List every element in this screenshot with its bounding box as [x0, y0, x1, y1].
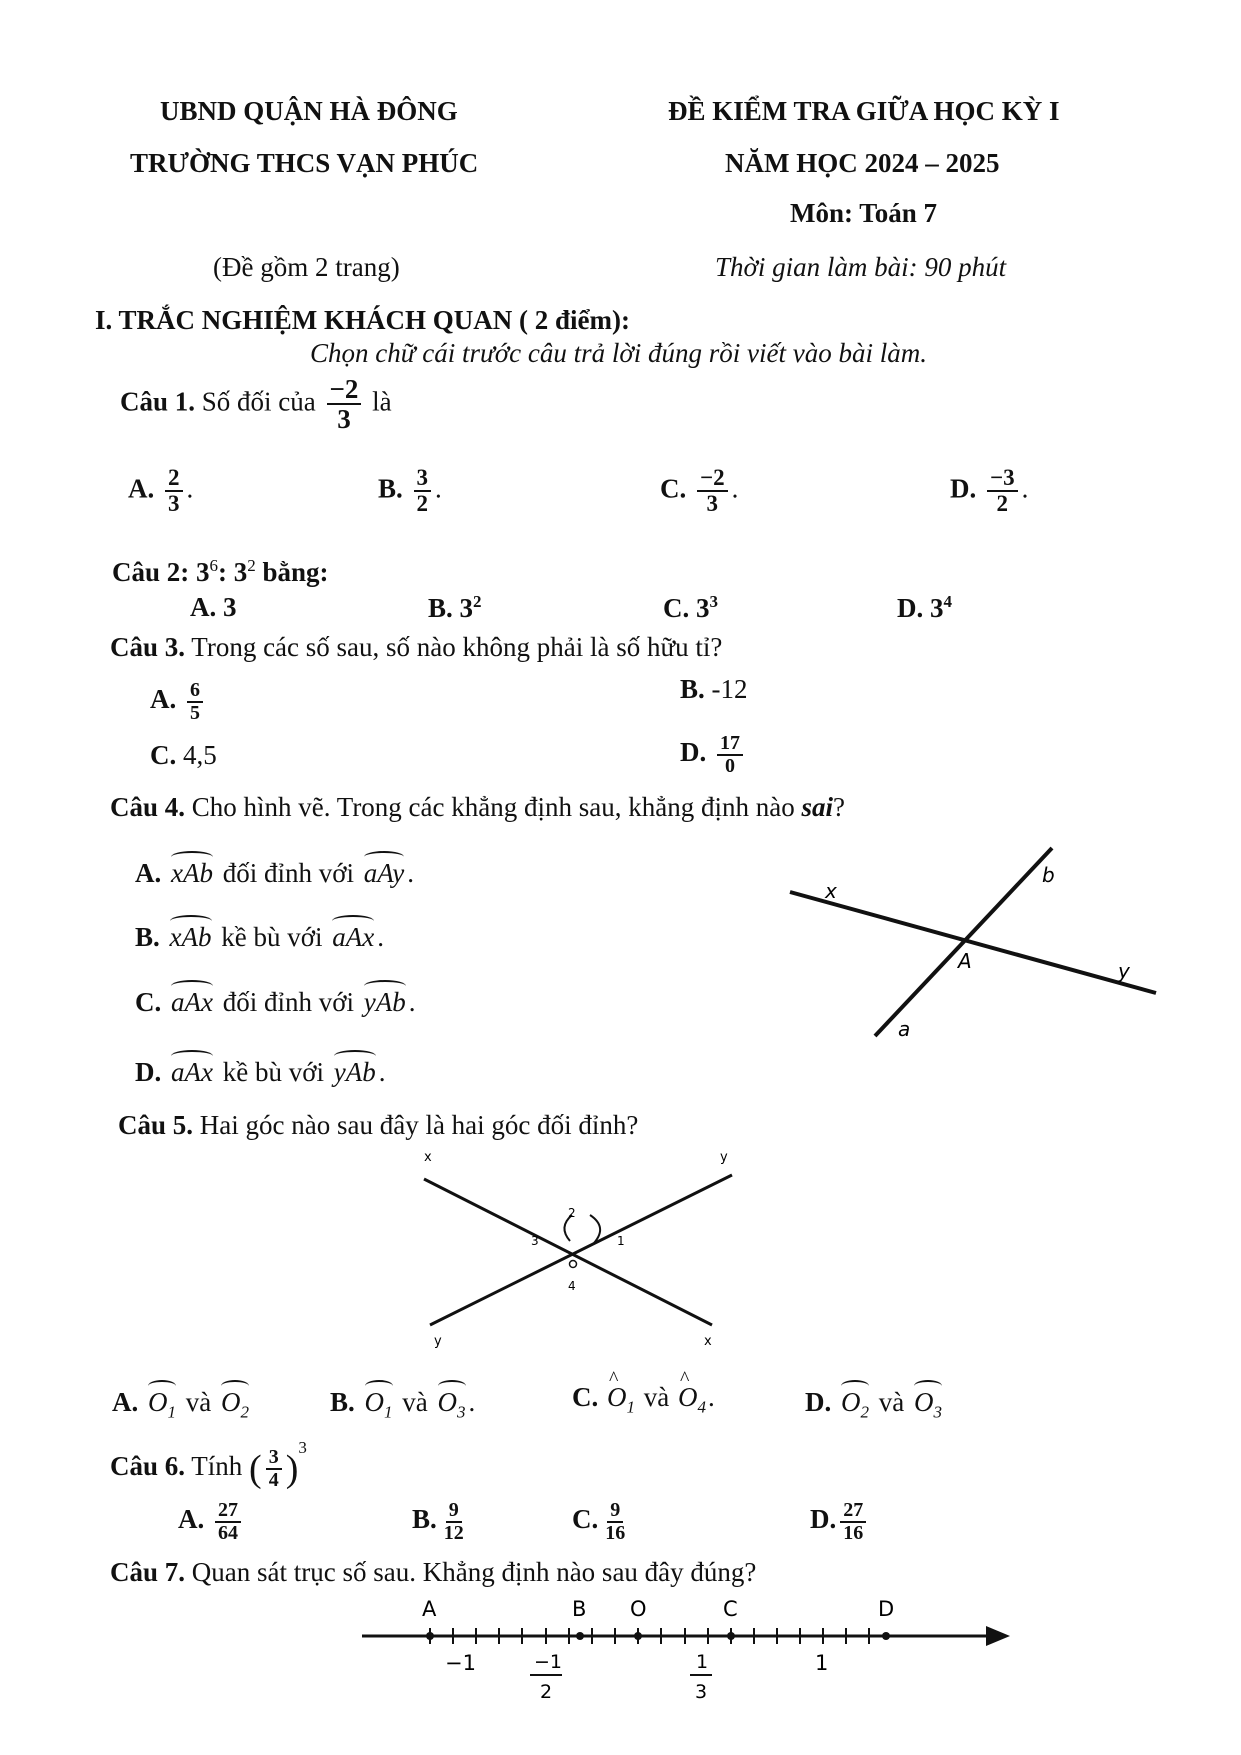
section-title: I. TRẮC NGHIỆM KHÁCH QUAN ( 2 điểm):	[95, 305, 630, 335]
vertex-o	[570, 1261, 577, 1268]
q2-option-c[interactable]: C. $3^3$	[663, 592, 718, 623]
q6-option-d[interactable]: D. $\frac{27}{16}$	[810, 1500, 870, 1544]
school-name: TRƯỜNG THCS VẠN PHÚC	[130, 148, 479, 178]
point-C	[727, 1632, 735, 1640]
question-6: Câu 6. Tính ( $\frac{3}{4}$ )$^3$	[110, 1438, 307, 1491]
label-x-bottom: x	[704, 1334, 712, 1349]
question-text: Số đối của	[201, 386, 316, 417]
label-B: B	[572, 1597, 587, 1621]
question-7: Câu 7. Quan sát trục số sau. Khẳng định nào sau đây đúng?	[110, 1557, 757, 1587]
question-label: Câu 3.	[110, 632, 186, 662]
q5-option-d[interactable]: D. $O_2$ và $O_3$	[805, 1382, 945, 1422]
q3-option-d[interactable]: D. $\frac{17}{0}$	[680, 733, 747, 777]
q6-option-c[interactable]: C. $\frac{9}{16}$	[572, 1499, 626, 1544]
q5-option-a[interactable]: A. $O_1$ và $O_2$	[112, 1382, 252, 1422]
label-1: 1	[617, 1234, 625, 1248]
question-label: Câu 1.	[120, 386, 196, 417]
question-label: Câu 4.	[110, 792, 186, 822]
label-A: A	[422, 1597, 437, 1621]
q4-option-a[interactable]: A. xAb đối đỉnh với aAy .	[135, 853, 414, 889]
q4-option-b[interactable]: B. xAb kề bù với aAx .	[135, 917, 384, 953]
question-2: Câu 2: $3^6$: $3^2$ bằng:	[112, 556, 329, 587]
label-O: O	[630, 1597, 647, 1621]
label-y-bottom: y	[434, 1334, 442, 1349]
tick-label-minus-1: −1	[445, 1651, 476, 1675]
exam-title: ĐỀ KIỂM TRA GIỮA HỌC KỲ I	[668, 96, 1060, 126]
question-4: Câu 4. Cho hình vẽ. Trong các khẳng định sau, khẳng định nào sai?	[110, 792, 845, 822]
q4-figure	[780, 840, 1170, 1060]
q3-option-a[interactable]: A. $\frac{6}{5}$	[150, 680, 207, 724]
q2-option-b[interactable]: B. $3^2$	[428, 592, 482, 623]
q1-option-a[interactable]: A. $\frac{2}{3}$ .	[128, 465, 194, 517]
q1-option-c[interactable]: C. $\frac{-2}{3}$ .	[660, 465, 739, 517]
page-count-note: (Đề gồm 2 trang)	[213, 252, 400, 282]
q3-option-c[interactable]: C. 4,5	[150, 740, 217, 770]
q1-option-d[interactable]: D. $\frac{-3}{2}$ .	[950, 465, 1029, 517]
question-label: Câu 5.	[118, 1110, 194, 1140]
question-label: Câu 7.	[110, 1557, 186, 1587]
tick-label-third-num: 1	[696, 1651, 709, 1673]
question-1	[120, 375, 392, 434]
label-C: C	[723, 1597, 738, 1621]
point-D	[882, 1632, 890, 1640]
q4-option-d[interactable]: D. aAx kề bù với yAb .	[135, 1052, 385, 1088]
q4-option-c[interactable]: C. aAx đối đỉnh với yAb .	[135, 982, 416, 1018]
point-A	[426, 1632, 434, 1640]
label-y-top: y	[720, 1150, 728, 1165]
point-B	[576, 1632, 584, 1640]
tick-label-third-den: 3	[695, 1681, 708, 1703]
question-tail: là	[372, 386, 392, 417]
q2-option-d[interactable]: D. $3^4$	[897, 592, 952, 623]
axis-arrow	[986, 1626, 1010, 1646]
arc-1	[590, 1215, 600, 1243]
question-label: Câu 6.	[110, 1451, 186, 1481]
line-x-x	[424, 1179, 712, 1325]
line-y-y	[430, 1175, 732, 1325]
subject: Môn: Toán 7	[790, 198, 938, 228]
q5-option-c[interactable]: C. ^ $O_1$ và ^ $O_4$.	[572, 1382, 715, 1417]
question-5: Câu 5. Hai góc nào sau đây là hai góc đối đỉnh?	[118, 1110, 639, 1140]
section-instruction: Chọn chữ cái trước câu trả lời đúng rồi viết vào bài làm.	[310, 338, 927, 368]
label-D: D	[878, 1597, 895, 1621]
school-district: UBND QUẬN HÀ ĐÔNG	[160, 96, 458, 126]
label-a: a	[898, 1017, 911, 1041]
q6-option-b[interactable]: B. $\frac{9}{12}$	[412, 1499, 464, 1544]
q2-option-a[interactable]: A. 3	[190, 592, 237, 622]
q3-option-b[interactable]: B. -12	[680, 674, 748, 704]
line-xy	[790, 892, 1156, 993]
label-A: A	[958, 949, 972, 973]
point-O	[634, 1632, 642, 1640]
label-b: b	[1042, 863, 1055, 887]
time-limit: Thời gian làm bài: 90 phút	[715, 252, 1007, 282]
question-label: Câu 2:	[112, 557, 190, 587]
label-y: y	[1118, 959, 1130, 983]
q6-option-a[interactable]: A. $\frac{27}{64}$	[178, 1500, 245, 1544]
label-4: 4	[568, 1279, 576, 1293]
label-2: 2	[568, 1206, 576, 1220]
tick-label-1: 1	[815, 1651, 829, 1675]
fraction: $\frac{-2}{3}$	[327, 375, 362, 434]
label-x: x	[825, 879, 837, 903]
label-3: 3	[531, 1234, 539, 1248]
tick-label-half-den: 2	[540, 1681, 553, 1703]
q5-option-b[interactable]: B. $O_1$ và $O_3$ .	[330, 1382, 475, 1422]
q1-option-b[interactable]: B. $\frac{3}{2}$ .	[378, 465, 442, 517]
line-ab	[875, 848, 1052, 1036]
label-x-top: x	[424, 1150, 432, 1165]
q5-figure	[410, 1145, 740, 1360]
tick-label-half-num: −1	[534, 1651, 563, 1673]
number-line	[350, 1590, 1020, 1720]
question-3: Câu 3. Trong các số sau, số nào không phải là số hữu tỉ?	[110, 632, 723, 662]
school-year: NĂM HỌC 2024 – 2025	[725, 148, 1000, 178]
